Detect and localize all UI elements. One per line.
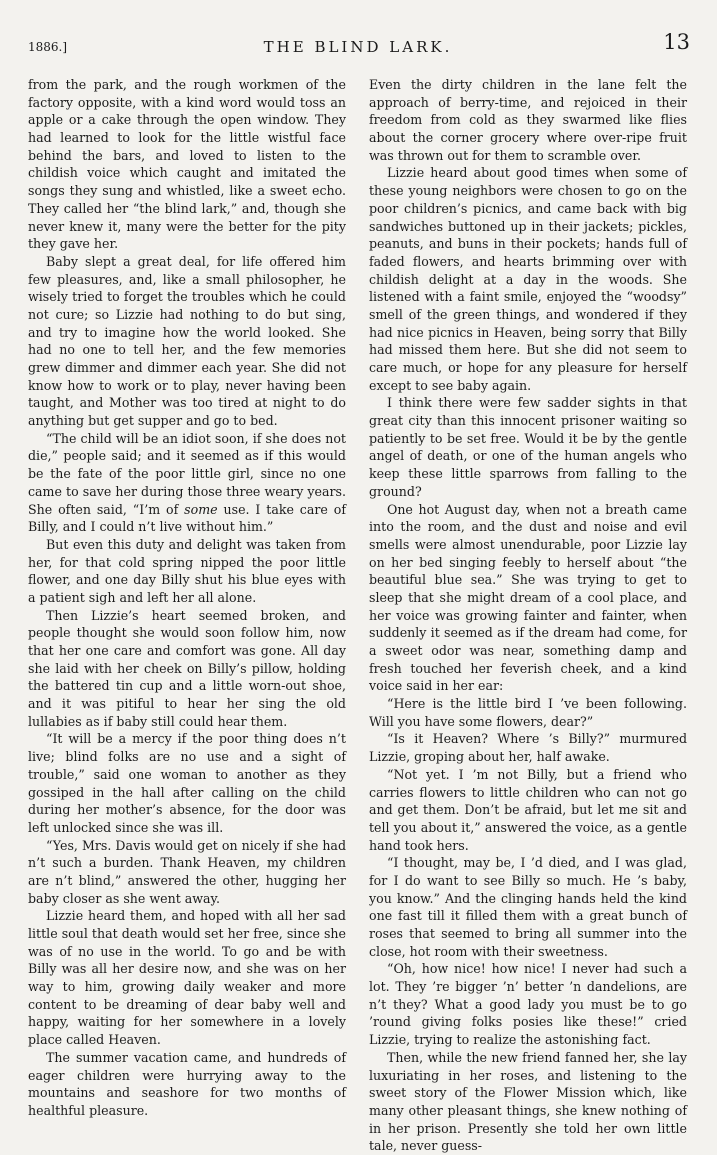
paragraph: “Oh, how nice! how nice! I never had such a lot. They ’re bigger ’n’ better ’n dandelions, are n’t they? What a good lady you must be to go ’round giving folks posies like these!” cried Lizzie, trying to realize the astonishing fact. xyxy=(369,961,687,1048)
header-year: 1886.] xyxy=(28,40,68,54)
paragraph: The summer vacation came, and hundreds of eager children were hurrying away to the mountains and seashore for two months of healthful pleasure. xyxy=(28,1049,346,1118)
emphasized-word: some xyxy=(184,501,218,517)
paragraph: Then, while the new friend fanned her, she lay luxuriating in her roses, and listening to the sweet story of the Flower Mission which, like many other pleasant things, she knew nothing of in her prison. Presently she told her own little tale, never guess- xyxy=(369,1049,687,1154)
paragraph: “Is it Heaven? Where ’s Billy?” murmured Lizzie, groping about her, half awake. xyxy=(369,731,687,765)
paragraph xyxy=(28,430,346,536)
paragraph: “It will be a mercy if the poor thing does n’t live; blind folks are no use and a sight of trouble,” said one woman to another as they gossiped in the hall after calling on the child during her mother’s absence, for the door was left unlocked since she was ill. xyxy=(28,731,346,835)
paragraph: from the park, and the rough workmen of the factory opposite, with a kind word would toss an apple or a cake through the open window. They had learned to look for the little wistful face behind the bars, and loved to listen to the childish voice which caught and imitated the songs they sung and whistled, like a sweet echo. They called her “the blind lark,” and, though she never knew it, many were the better for the pity they gave her. xyxy=(28,77,346,252)
paragraph: “Not yet. I ’m not Billy, but a friend who carries flowers to little children who can not go and get them. Don’t be afraid, but let me sit and tell you about it,” answered the voice, as a gentle hand took hers. xyxy=(369,766,687,853)
left-column xyxy=(28,76,346,1120)
paragraph: “I thought, may be, I ’d died, and I was glad, for I do want to see Billy so much. He ’s baby, you know.” And the clinging hands held the kind one fast till it filled them with a great bunch of roses that seemed to bring all summer into the close, hot room with their sweetness. xyxy=(369,855,687,959)
paragraph-text: use. I take care of Billy, and I could n’t live without him.” xyxy=(28,501,346,535)
paragraph: One hot August day, when not a breath came into the room, and the dust and noise and evil smells were almost unendurable, poor Lizzie lay on her bed singing feebly to herself about “the beautiful blue sea.” She was trying to get to sleep that she might dream of a cool place, and her voice was growing fainter and fainter, when suddenly it seemed as if the dream had come, for a sweet odor was near, something damp and fresh touched her feverish cheek, and a kind voice said in her ear: xyxy=(369,501,687,694)
paragraph: Lizzie heard them, and hoped with all her sad little soul that death would set her free, since she was of no use in the world. To go and be with Billy was all her desire now, and she was on her way to him, growing daily weaker and more content to be dreaming of dear baby well and happy, waiting for her somewhere in a lovely place called Heaven. xyxy=(28,908,346,1048)
paragraph: “Here is the little bird I ’ve been following. Will you have some flowers, dear?” xyxy=(369,696,687,729)
paragraph-text: “The child will be an idiot soon, if she does not die,” people said; and it seemed as if this would be the fate of the poor little girl, since no one came to save her during those three weary years. She often said, “I’m of xyxy=(28,430,346,517)
paragraph: But even this duty and delight was taken from her, for that cold spring nipped the poor little flower, and one day Billy shut his blue eyes with a patient sigh and left her all alone. xyxy=(28,536,346,605)
header-title: THE BLIND LARK. xyxy=(263,38,453,56)
paragraph: Lizzie heard about good times when some of these young neighbors were chosen to go on the poor children’s picnics, and came back with big sandwiches buttoned up in their jackets; pickles, peanuts, and buns in their pockets; hands full of faded flowers, and hearts brimming over with childish delight at a day in the woods. She listened with a faint smile, enjoyed the “woodsy” smell of the green things, and wondered if they had nice picnics in Heaven, being sorry that Billy had missed them here. But she did not seem to care much, or hope for any pleasure for herself except to see baby again. xyxy=(369,165,687,393)
right-column xyxy=(369,76,687,1155)
paragraph: I think there were few sadder sights in that great city than this innocent prisoner waiting so patiently to be set free. Would it be by the gentle angel of death, or one of the human angels who keep these little sparrows from falling to the ground? xyxy=(369,395,687,499)
paragraph: “Yes, Mrs. Davis would get on nicely if she had n’t such a burden. Thank Heaven, my children are n’t blind,” answered the other, hugging her baby closer as she went away. xyxy=(28,837,346,906)
page-number: 13 xyxy=(663,30,690,54)
paragraph: Even the dirty children in the lane felt the approach of berry-time, and rejoiced in their freedom from cold as they swarmed like flies about the corner grocery where over-ripe fruit was thrown out for them to scramble over. xyxy=(369,77,687,163)
paragraph: Then Lizzie’s heart seemed broken, and people thought she would soon follow him, now that her one care and comfort was gone. All day she laid with her cheek on Billy’s pillow, holding the battered tin cup and a little worn-out shoe, and it was pitiful to hear her sing the old lullabies as if baby still could hear them. xyxy=(28,607,346,729)
paragraph: Baby slept a great deal, for life offered him few pleasures, and, like a small philosopher, he wisely tried to forget the troubles which he could not cure; so Lizzie had nothing to do but sing, and try to imagine how the world looked. She had no one to tell her, and the few memories grew dimmer and dimmer each year. She did not know how to work or to play, never having been taught, and Mother was too tired at night to do anything but get supper and go to bed. xyxy=(28,253,346,429)
running-header xyxy=(28,30,688,64)
